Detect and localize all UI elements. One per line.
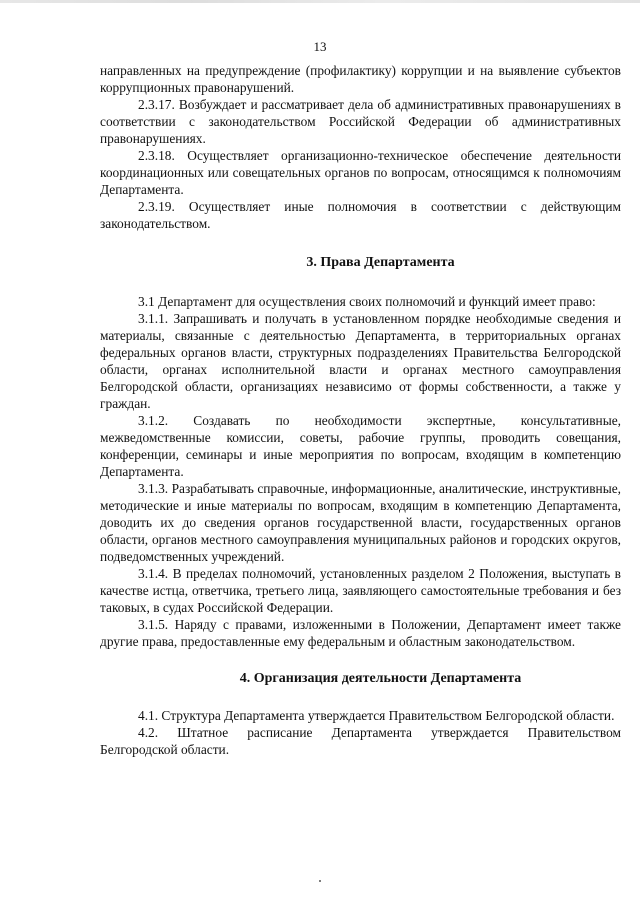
paragraph-2-3-18: 2.3.18. Осуществляет организационно-техническое обеспечение деятельности координационных или совещательных органов по вопросам, относящимся к полномочиям Департамента. bbox=[100, 148, 621, 197]
paragraph-2-3-17: 2.3.17. Возбуждает и рассматривает дела об административных правонарушениях в соответствии с законодательством Российской Федерации об административных правонарушениях. bbox=[100, 97, 621, 146]
paragraph-3-1: 3.1 Департамент для осуществления своих полномочий и функций имеет право: bbox=[138, 294, 596, 309]
paragraph-3-1-1: 3.1.1. Запрашивать и получать в установленном порядке необходимые сведения и материалы, связанные с деятельностью Департамента, в территориальных органах федеральных органов власти, структурных подразделениях Правительства Белгородской области, органах исполнительной власти и органах местного самоуправления Белгородской области, организациях независимо от формы собственности, а также у граждан. bbox=[100, 311, 621, 411]
section-4-heading: 4. Организация деятельности Департамента bbox=[239, 671, 522, 686]
paragraph-4-2: 4.2. Штатное расписание Департамента утверждается Правительством Белгородской области. bbox=[100, 725, 621, 757]
scan-speck bbox=[319, 880, 321, 882]
paragraph-3-1-2: 3.1.2. Создавать по необходимости экспертные, консультативные, межведомственные комиссии, советы, рабочие группы, проводить совещания, конференции, семинары и иные мероприятия по вопросам, входящим в компетенцию Департамента. bbox=[100, 413, 621, 479]
paragraph-continuation: направленных на предупреждение (профилактику) коррупции и на выявление субъектов коррупционных правонарушений. bbox=[100, 63, 621, 95]
paragraph-4-1: 4.1. Структура Департамента утверждается Правительством Белгородской области. bbox=[138, 708, 615, 723]
page-number: 13 bbox=[313, 39, 327, 54]
scan-edge bbox=[0, 0, 640, 3]
paragraph-3-1-5: 3.1.5. Наряду с правами, изложенными в Положении, Департамент имеет также другие права, предоставленные ему федеральным и областным законодательством. bbox=[100, 617, 621, 649]
paragraph-2-3-19: 2.3.19. Осуществляет иные полномочия в соответствии с действующим законодательством. bbox=[100, 199, 621, 231]
paragraph-3-1-3: 3.1.3. Разрабатывать справочные, информационные, аналитические, инструктивные, методические и иные материалы по вопросам, входящим в компетенцию Департамента, доводить их до сведения органов государственной власти, государственных органов области, органов местного самоуправления муниципальных районов и городских округов, подведомственных учреждений. bbox=[100, 481, 621, 564]
document-body bbox=[100, 62, 621, 758]
paragraph-3-1-4: 3.1.4. В пределах полномочий, установленных разделом 2 Положения, выступать в качестве истца, ответчика, третьего лица, заявляющего самостоятельные требования и без таковых, в судах Российской Федерации. bbox=[100, 566, 621, 615]
section-3-heading: 3. Права Департамента bbox=[306, 255, 455, 270]
